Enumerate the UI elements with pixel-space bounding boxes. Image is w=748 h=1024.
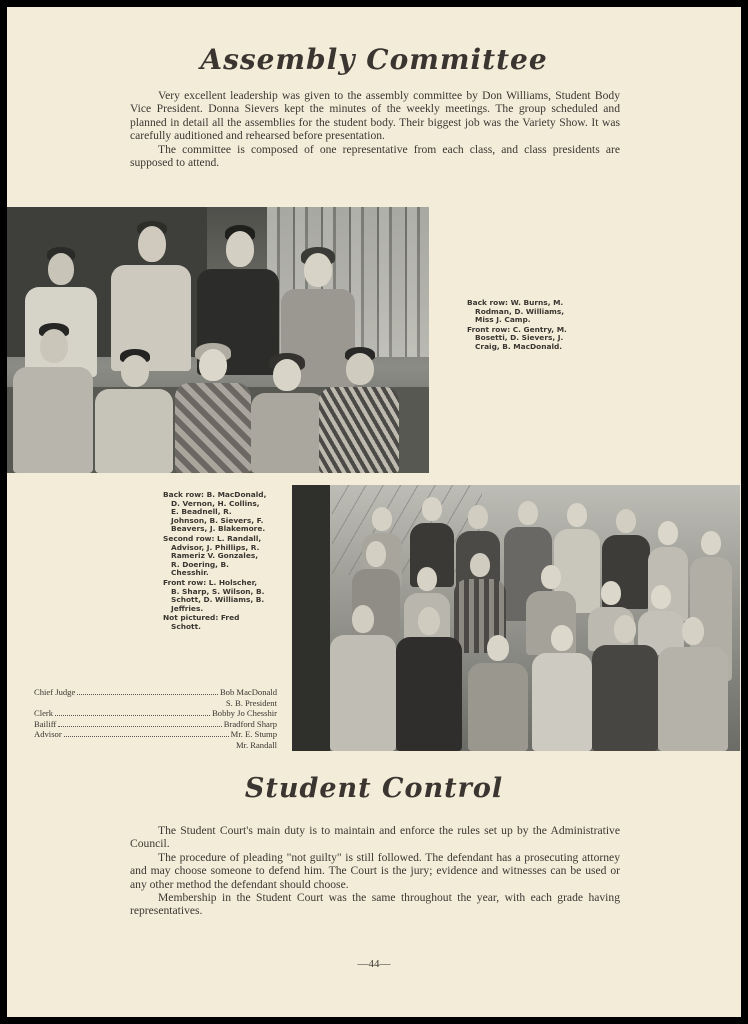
person [532,625,592,751]
caption-line: Front row: C. Gentry, M. Bosetti, D. Sievers, J. Craig, B. MacDonald. [467,324,567,351]
student-court-photo [292,485,740,751]
student-control-title: Student Control [244,773,504,804]
officer-name: S. B. President [225,697,277,708]
officer-role: Chief Judge [34,687,76,697]
officer-role: Bailiff [34,718,57,729]
officer-row [34,740,277,751]
person [658,617,728,751]
caption-line: Second row: L. Randall, Advisor, J. Phillips, R. Rameriz V. Gonzales, R. Doering, B. Chesshir. [163,533,262,578]
court-officers-list [34,687,277,751]
officer-name: Mr. Randall [235,739,277,750]
person [330,605,396,751]
officer-row [34,719,277,730]
person [396,607,462,751]
court-photo-caption [163,491,267,633]
person [317,347,401,473]
assembly-committee-photo [7,207,429,473]
person [592,615,658,751]
page-number: —44— [357,958,391,970]
student-control-text [130,824,620,918]
student-control-paragraph: The Student Court's main duty is to maintain and enforce the rules set up by the Administrative Council. [130,824,620,851]
assembly-committee-title: Assembly Committee [200,43,548,76]
officer-name: Bob MacDonald [219,687,277,697]
officer-row [34,698,277,709]
person [468,635,528,751]
student-control-paragraph: Membership in the Student Court was the same throughout the year, with each grade having representatives. [130,891,620,918]
student-control-paragraph: The procedure of pleading "not guilty" is still followed. The defendant has a prosecuting attorney and may choose someone to defend him. The Court is the jury; evidence and witnesses can be used or any other method the defendant should choose. [130,850,620,891]
leader-dots [64,736,229,737]
caption-line: Back row: B. MacDonald, D. Vernon, H. Collins, E. Beadnell, R. Johnson, B. Sievers, F. Beavers, J. Blakemore. [163,490,267,534]
caption-line: Not pictured: Fred Schott. [163,613,240,631]
assembly-text [130,89,620,169]
assembly-paragraph: Very excellent leadership was given to the assembly committee by Don Williams, Student Body Vice President. Donna Sievers kept the minutes of the weekly meetings. The group scheduled and planned in detail all the assemblies for the student body. Their biggest job was the Variety Show. It was carefully auditioned and rehearsed before presentation. [130,89,620,143]
yearbook-page [7,7,741,1017]
officer-name: Bobby Jo Chesshir [212,708,277,719]
caption-line: Front row: L. Holscher, B. Sharp, S. Wilson, B. Schott, D. Williams, B. Jeffries. [163,577,265,613]
officer-row [34,708,277,719]
assembly-paragraph: The committee is composed of one representative from each class, and class presidents are supposed to attend. [130,142,620,170]
leader-dots [58,726,221,727]
person [93,349,175,473]
person [249,353,327,473]
officer-row [34,729,277,740]
leader-dots [55,715,210,716]
person [173,343,253,473]
person [11,323,95,473]
officer-role: Clerk [34,708,54,719]
officer-name: Bradford Sharp [223,718,277,729]
leader-dots [77,694,218,695]
officer-name: Mr. E. Stump [230,729,277,740]
assembly-photo-caption [467,299,571,353]
officer-role: Advisor [34,729,62,740]
caption-line: Back row: W. Burns, M. Rodman, D. Williams, Miss J. Camp. [467,298,565,325]
officer-row [34,687,277,698]
photo-building [292,485,330,751]
